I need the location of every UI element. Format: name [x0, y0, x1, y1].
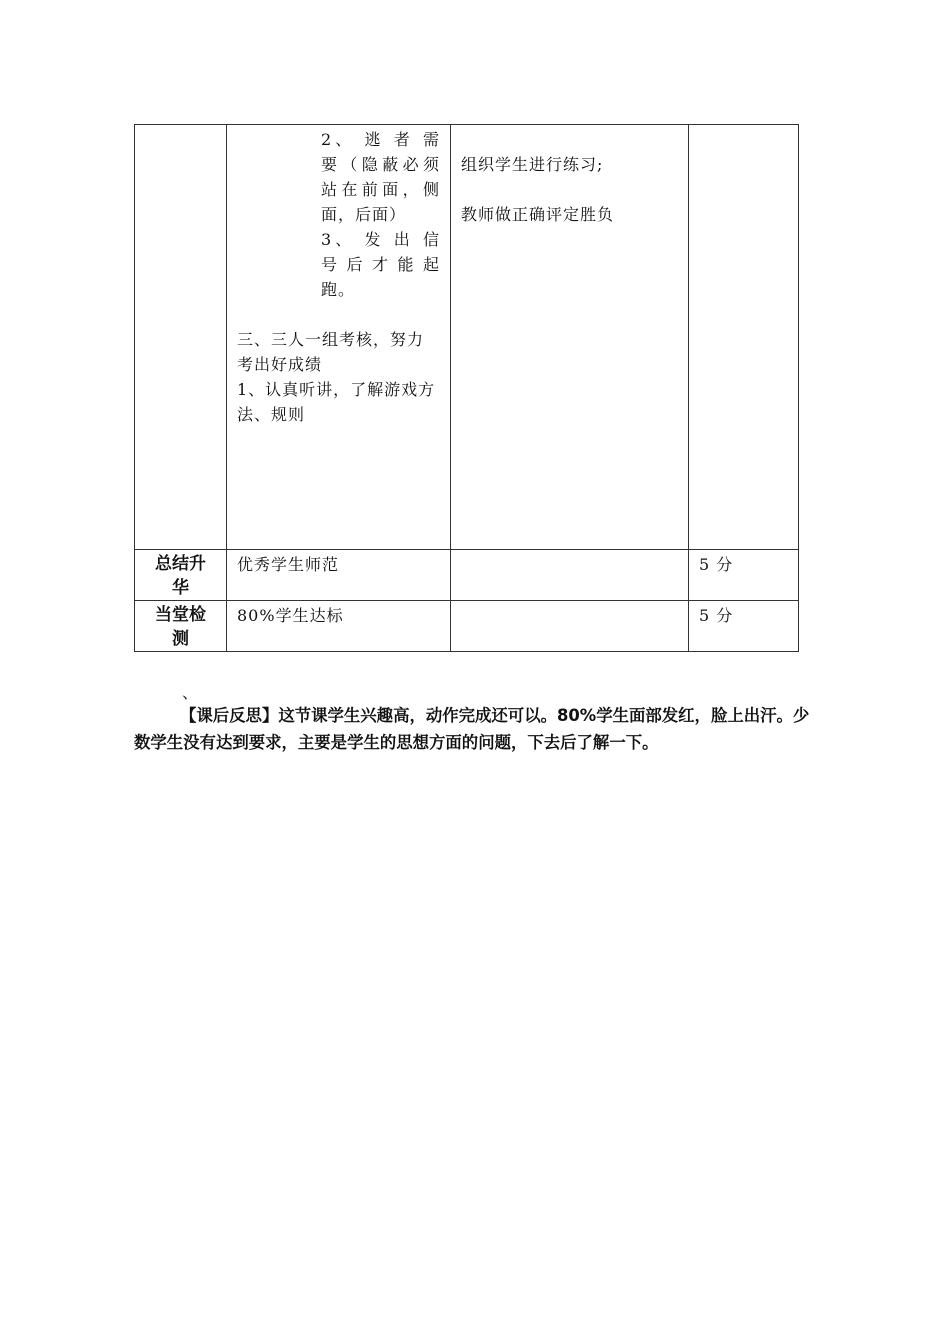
test-method-cell [451, 601, 689, 652]
method-line: 教师做正确评定胜负 [461, 205, 615, 224]
content-line: 站在前面，侧 [321, 180, 440, 199]
test-content-cell [227, 601, 451, 652]
test-time: 5 分 [699, 606, 734, 625]
summary-time-cell [689, 550, 799, 601]
table-row-test [135, 601, 799, 652]
lesson-plan-table [134, 124, 799, 652]
summary-label: 总结升华 [155, 554, 206, 598]
method-line: 组织学生进行练习; [461, 155, 604, 174]
reflection-paragraph [134, 702, 814, 756]
table-row-summary [135, 550, 799, 601]
test-time-cell [689, 601, 799, 652]
content-line: 要（隐蔽必须 [321, 155, 440, 174]
table-row-activity [135, 125, 799, 550]
summary-time: 5 分 [699, 555, 734, 574]
test-label: 当堂检测 [155, 605, 206, 649]
stage-cell-empty [135, 125, 227, 550]
reflection-text: 这节课学生兴趣高，动作完成还可以。80%学生面部发红，脸上出汗。少数学生没有达到要求，主要是学生的思想方面的问题，下去后了解一下。 [134, 706, 810, 752]
test-label-cell [135, 601, 227, 652]
summary-method-cell [451, 550, 689, 601]
content-line: 面，后面） [321, 205, 407, 224]
listen-paragraph: 1、认真听讲，了解游戏方法、规则 [237, 380, 436, 424]
content-line: 跑。 [321, 280, 356, 299]
content-line: 3、 发 出 信 [321, 230, 440, 249]
summary-content-cell [227, 550, 451, 601]
summary-content: 优秀学生师范 [237, 555, 340, 574]
content-line: 2、 逃 者 需 [321, 130, 440, 149]
stray-mark: 、 [182, 683, 199, 702]
summary-label-cell [135, 550, 227, 601]
time-cell-empty [689, 125, 799, 550]
method-cell [451, 125, 689, 550]
content-line: 号 后 才 能 起 [321, 255, 440, 274]
content-cell [227, 125, 451, 550]
assessment-paragraph: 三、三人一组考核，努力考出好成绩 [237, 330, 425, 374]
rule-2-block [227, 127, 450, 302]
reflection-title: 【课后反思】 [180, 706, 279, 725]
test-content: 80%学生达标 [237, 606, 344, 625]
